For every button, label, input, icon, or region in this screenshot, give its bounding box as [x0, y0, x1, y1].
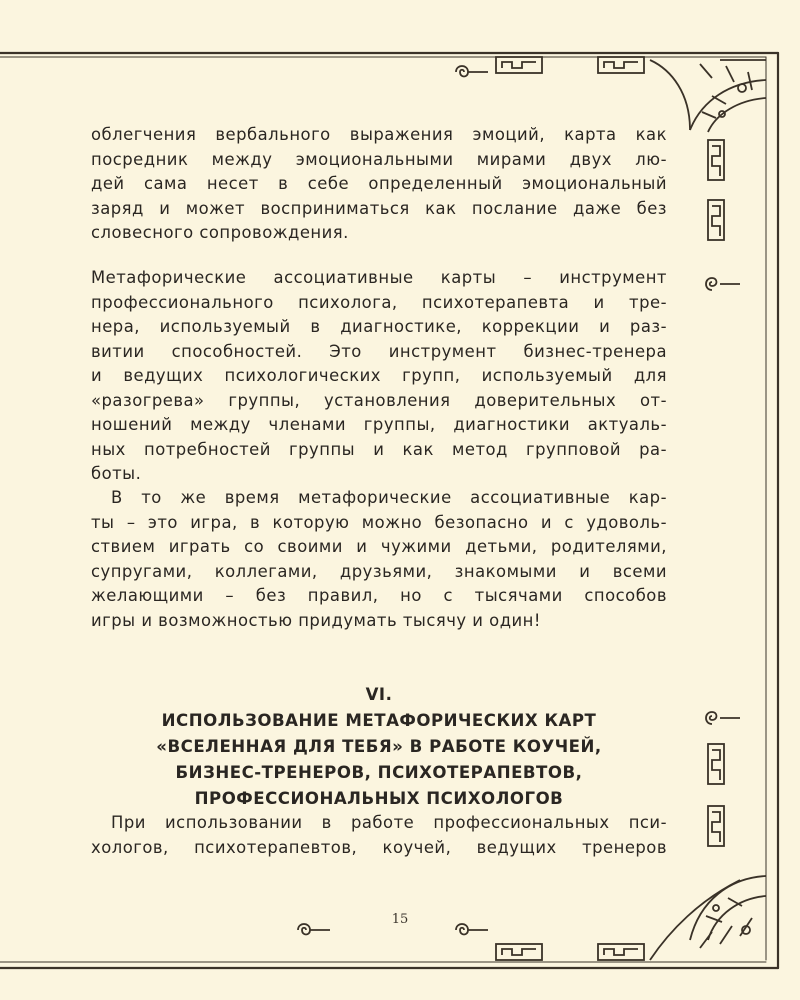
text-line: При использовании в работе профессиональных пси- — [111, 813, 667, 832]
paragraph-mac-game — [91, 486, 667, 633]
text-line: В то же время метафорические ассоциативные кар- — [111, 488, 667, 507]
text-line: ношений между членами группы, диагностики актуаль- — [91, 415, 667, 434]
text-line: игры и возможностью придумать тысячу и один! — [91, 610, 541, 630]
text-line: ных потребностей группы и как метод групповой ра- — [91, 439, 667, 459]
text-line: и ведущих психологических групп, используемый для — [91, 366, 667, 385]
ornament-right-middle — [706, 712, 740, 846]
text-line: Метафорические ассоциативные карты – инструмент — [91, 268, 667, 287]
page-number: 15 — [391, 912, 409, 927]
text-line: витии способностей. Это инструмент бизнес-тренера — [91, 341, 667, 361]
section-heading — [91, 682, 667, 812]
text-line: профессионального психолога, психотерапевта и тре- — [91, 292, 667, 312]
section-title-line: «ВСЕЛЕННАЯ ДЛЯ ТЕБЯ» В РАБОТЕ КОУЧЕЙ, — [156, 737, 602, 756]
text-line: боты. — [91, 464, 142, 483]
text-line: посредник между эмоциональными мирами двух лю- — [91, 149, 667, 169]
paragraph-mac-instrument — [91, 266, 667, 487]
text-line: хологов, психотерапевтов, коучей, ведущих тренеров — [91, 837, 667, 857]
paragraph-section-start — [91, 811, 667, 860]
section-title-line: БИЗНЕС-ТРЕНЕРОВ, ПСИХОТЕРАПЕВТОВ, — [175, 763, 583, 782]
text-line: «разогрева» группы, установления доверительных от- — [91, 390, 667, 410]
section-number: VI. — [365, 685, 393, 704]
text-line: супругами, коллегами, друзьями, знакомыми и всеми — [91, 561, 667, 581]
section-title-line: ПРОФЕССИОНАЛЬНЫХ ПСИХОЛОГОВ — [194, 789, 564, 808]
text-line: облегчения вербального выражения эмоций, карта как — [91, 125, 667, 144]
text-line: нера, используемый в диагностике, коррекции и раз- — [91, 317, 667, 336]
text-line: словесного сопровождения. — [91, 223, 349, 242]
text-line: заряд и может восприниматься как послание даже без — [91, 198, 667, 218]
text-line: желающими – без правил, но с тысячами способов — [91, 586, 667, 605]
text-line: ствием играть со своими и чужими детьми, родителями, — [91, 537, 667, 556]
paragraph-continuation — [91, 123, 667, 246]
text-line: дей сама несет в себе определенный эмоциональный — [91, 174, 667, 193]
section-title-line: ИСПОЛЬЗОВАНИЕ МЕТАФОРИЧЕСКИХ КАРТ — [161, 711, 597, 730]
text-line: ты – это игра, в которую можно безопасно и с удоволь- — [91, 512, 667, 532]
